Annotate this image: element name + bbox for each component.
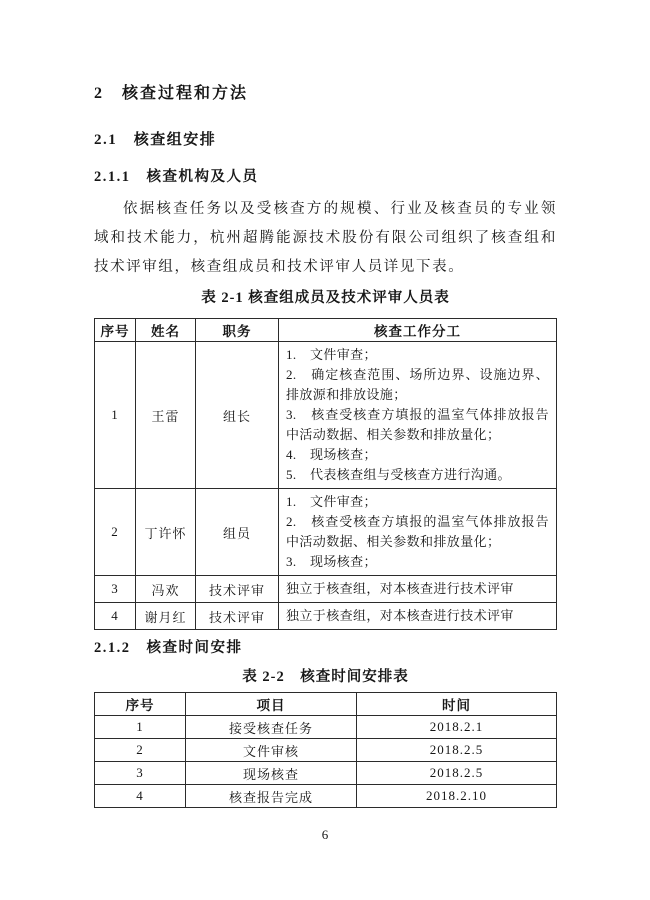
duty-item: 1. 文件审查； (286, 494, 377, 509)
header-cell-duties: 核查工作分工 (279, 319, 557, 342)
role-cell: 技术评审 (196, 603, 279, 630)
row-number-cell: 2 (95, 489, 136, 576)
subsection-heading: 2.1 核查组安排 (94, 132, 217, 148)
table-row (95, 716, 557, 739)
duty-item: 3. 核查受核查方填报的温室气体排放报告中活动数据、相关参数和排放量化； (286, 407, 549, 442)
duty-item: 5. 代表核查组与受核查方进行沟通。 (286, 467, 511, 482)
table-row (95, 762, 557, 785)
role-cell: 组长 (196, 342, 279, 489)
item-cell: 核查报告完成 (186, 785, 357, 808)
duty-item: 2. 确定核查范围、场所边界、设施边界、排放源和排放设施； (286, 367, 549, 402)
time-cell: 2018.2.1 (357, 716, 557, 739)
schedule-table (94, 692, 557, 808)
name-cell: 王雷 (136, 342, 196, 489)
table-row (95, 576, 557, 603)
table1-caption: 表 2-1 核查组成员及技术评审人员表 (201, 290, 450, 306)
role-cell: 技术评审 (196, 576, 279, 603)
header-cell-name: 姓名 (136, 319, 196, 342)
body-paragraph: 依据核查任务以及受核查方的规模、行业及核查员的专业领域和技术能力，杭州超腾能源技术股份有限公司组织了核查组和技术评审组，核查组成员和技术评审人员详见下表。 (94, 201, 557, 275)
row-number-cell: 1 (95, 342, 136, 489)
duty-item: 独立于核查组，对本核查进行技术评审 (286, 581, 514, 596)
duty-item: 独立于核查组，对本核查进行技术评审 (286, 608, 514, 623)
duty-item: 1. 文件审查； (286, 347, 377, 362)
item-cell: 接受核查任务 (186, 716, 357, 739)
duty-item: 2. 核查受核查方填报的温室气体排放报告中活动数据、相关参数和排放量化； (286, 514, 549, 549)
row-number-cell: 2 (95, 739, 186, 762)
duty-item: 4. 现场核查； (286, 447, 377, 462)
header-cell-time: 时间 (357, 693, 557, 716)
name-cell: 谢月红 (136, 603, 196, 630)
section-heading: 2 核查过程和方法 (94, 85, 249, 102)
schedule-table-header-row (95, 693, 557, 716)
time-cell: 2018.2.5 (357, 762, 557, 785)
item-cell: 文件审核 (186, 739, 357, 762)
time-cell: 2018.2.10 (357, 785, 557, 808)
role-cell: 组员 (196, 489, 279, 576)
table-row (95, 603, 557, 630)
header-cell-no: 序号 (95, 319, 136, 342)
row-number-cell: 4 (95, 603, 136, 630)
duty-item: 3. 现场核查； (286, 554, 377, 569)
table-row (95, 489, 557, 576)
table2-caption: 表 2-2 核查时间安排表 (242, 669, 409, 685)
team-table-header-row (95, 319, 557, 342)
name-cell: 冯欢 (136, 576, 196, 603)
table-row (95, 342, 557, 489)
header-cell-role: 职务 (196, 319, 279, 342)
header-cell-no: 序号 (95, 693, 186, 716)
row-number-cell: 3 (95, 576, 136, 603)
table-row (95, 785, 557, 808)
duties-cell (279, 603, 557, 630)
subsubsection-heading: 2.1.1 核查机构及人员 (94, 169, 259, 185)
subsection2-heading: 2.1.2 核查时间安排 (94, 640, 243, 656)
duties-cell (279, 576, 557, 603)
item-cell: 现场核查 (186, 762, 357, 785)
row-number-cell: 1 (95, 716, 186, 739)
page-number: 6 (321, 827, 329, 842)
page-content (94, 0, 557, 808)
header-cell-item: 项目 (186, 693, 357, 716)
duties-cell (279, 342, 557, 489)
team-table (94, 318, 557, 630)
duties-cell (279, 489, 557, 576)
row-number-cell: 4 (95, 785, 186, 808)
table-row (95, 739, 557, 762)
time-cell: 2018.2.5 (357, 739, 557, 762)
row-number-cell: 3 (95, 762, 186, 785)
name-cell: 丁许怀 (136, 489, 196, 576)
